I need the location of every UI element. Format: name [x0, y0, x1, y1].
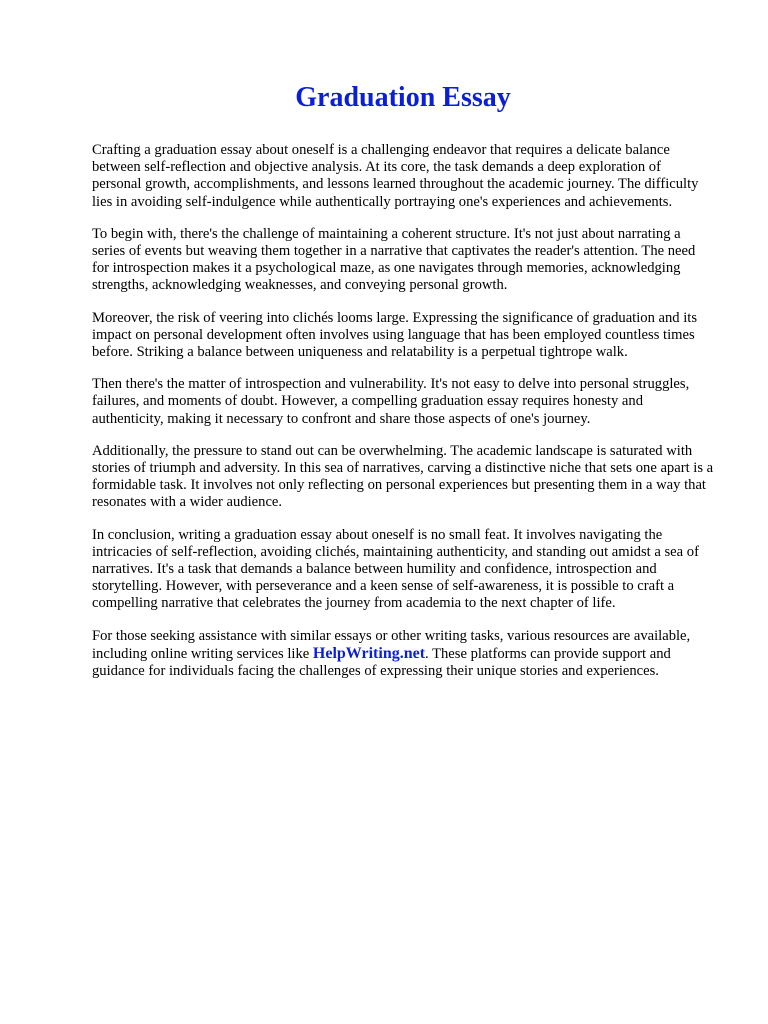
paragraph-4: Then there's the matter of introspection and vulnerability. It's not easy to delve into personal struggles, failures, and moments of doubt. However, a compelling graduation essay requires honesty and authenticity, making it necessary to confront and share those aspects of one's journey.: [92, 376, 690, 427]
paragraph-6: In conclusion, writing a graduation essay about oneself is no small feat. It involves navigating the intricacies of self-reflection, avoiding clichés, maintaining authenticity, and standing out amidst a sea of narratives. It's a task that demands a balance between humility and confidence, introspection and storytelling. However, with perseverance and a keen sense of self-awareness, it is possible to craft a compelling narrative that celebrates the journey from academia to the next chapter of life.: [92, 526, 699, 612]
paragraph-7: [92, 628, 714, 681]
paragraph-3: Moreover, the risk of veering into clichés looms large. Expressing the significance of graduation and its impact on personal development often involves using language that has been employed countless times before. Striking a balance between uniqueness and relatability is a perpetual tightrope walk.: [92, 309, 698, 361]
paragraph-2: To begin with, there's the challenge of maintaining a coherent structure. It's not just about narrating a series of events but weaving them together in a narrative that captivates the reader's attention. The need for introspection makes it a psychological maze, as one navigates through memories, acknowledging strengths, acknowledging weaknesses, and conveying personal growth.: [92, 225, 696, 294]
paragraph-5: Additionally, the pressure to stand out can be overwhelming. The academic landscape is saturated with stories of triumph and adversity. In this sea of narratives, carving a distinctive niche that sets one apart is a formidable task. It involves not only reflecting on personal experiences but presenting them in a way that resonates with a wider audience.: [92, 442, 714, 511]
essay-body: [92, 142, 714, 680]
helpwriting-link[interactable]: HelpWriting.net: [312, 644, 426, 662]
paragraph-7-trailing-text: . These platforms can provide support and guidance for individuals facing the challenges of expressing their unique stories and experiences.: [92, 645, 671, 680]
paragraph-7-lead-text: For those seeking assistance with similar essays or other writing tasks, various resources are available, including online writing services like: [92, 627, 691, 662]
paragraph-1: Crafting a graduation essay about oneself is a challenging endeavor that requires a delicate balance between self-reflection and objective analysis. At its core, the task demands a deep exploration of personal growth, accomplishments, and lessons learned throughout the academic journey. The difficulty lies in avoiding self-indulgence while authentically portraying one's experiences and achievements.: [92, 142, 699, 210]
document-page: [92, 0, 714, 695]
page-title: Graduation Essay: [295, 82, 511, 113]
